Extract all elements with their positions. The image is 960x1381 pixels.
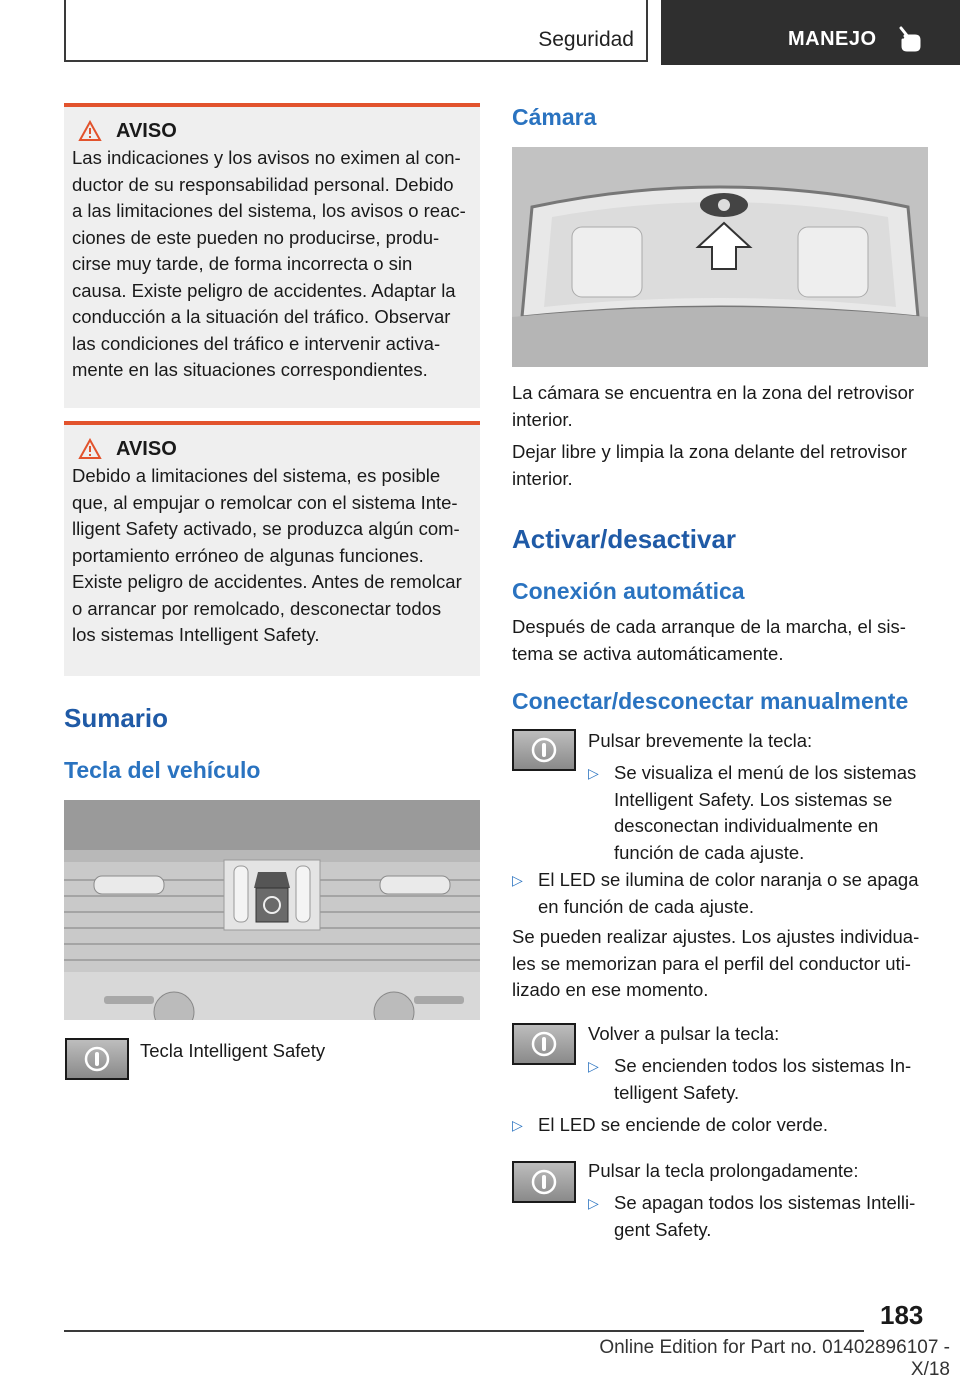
text-line: portamiento erróneo de algunas funciones. <box>72 544 424 566</box>
chapter-tab-label: MANEJO <box>788 28 877 50</box>
intelligent-safety-icon <box>530 1168 558 1196</box>
text-line: Las indicaciones y los avisos no eximen al con‐ <box>72 147 461 168</box>
text-line: tema se activa automáticamente. <box>512 642 784 664</box>
intelligent-safety-icon <box>530 1030 558 1058</box>
bullet-triangle-icon: ▷ <box>512 1117 523 1133</box>
intelligent-safety-button-image <box>512 1023 576 1065</box>
text-line: El LED se ilumina de color naranja o se apaga <box>538 869 919 890</box>
text-line: lizado en ese momento. <box>512 979 709 1000</box>
footer-edition: Online Edition for Part no. 01402896107 - X/18 <box>599 1337 950 1380</box>
text-line: Se encienden todos los sistemas In‐ <box>614 1055 912 1076</box>
text-line: telligent Safety. <box>614 1081 740 1103</box>
page-number: 183 <box>880 1300 924 1330</box>
button-caption: Tecla Intelligent Safety <box>140 1040 326 1061</box>
text-line: les se memorizan para el perfil del conductor uti‐ <box>512 952 911 974</box>
text-line: Se apagan todos los sistemas Intelli‐ <box>614 1192 916 1213</box>
led1-bullet <box>512 867 937 920</box>
text-line: lligent Safety activado, se produzca algún com‐ <box>72 518 460 539</box>
text-line: a las limitaciones del sistema, los avisos o reac‐ <box>72 200 466 221</box>
warning-header <box>78 117 177 145</box>
camera-text <box>512 380 932 492</box>
dashboard-illustration <box>64 800 480 1020</box>
text-line: causa. Existe peligro de accidentes. Adaptar la <box>72 279 456 301</box>
step1-bullet <box>588 760 933 866</box>
text-line: conducción a la situación del tráfico. Observar <box>72 306 451 327</box>
warning-text <box>72 463 474 649</box>
text-line: Debido a limitaciones del sistema, es posible <box>72 465 441 486</box>
warning-header <box>78 435 177 463</box>
auto-connect-text <box>512 614 932 667</box>
text-line: desconectan individualmente en <box>614 815 879 836</box>
text-line: función de cada ajuste. <box>614 841 805 863</box>
text-line: Dejar libre y limpia la zona delante del retrovisor <box>512 441 907 462</box>
camera-title: Cámara <box>512 104 597 130</box>
text-line: La cámara se encuentra en la zona del retrovisor <box>512 382 915 403</box>
intelligent-safety-icon <box>83 1045 111 1073</box>
text-line: cirse muy tarde, de forma incorrecta o sin <box>72 253 413 274</box>
text-line: Después de cada arranque de la marcha, el sis‐ <box>512 616 906 637</box>
dashboard-photo <box>64 800 480 1020</box>
steering-hand-icon <box>895 24 925 54</box>
manual-title: Conectar/desconectar manualmente <box>512 688 909 714</box>
text-line: mente en las situaciones correspondientes. <box>72 359 428 380</box>
step1-intro: Pulsar brevemente la tecla: <box>588 730 813 751</box>
bullet-text: El LED se enciende de color verde. <box>538 1114 829 1135</box>
intelligent-safety-button-image <box>512 729 576 771</box>
step2-bullet <box>588 1053 933 1106</box>
section-title-activar: Activar/desactivar <box>512 524 737 554</box>
bullet-triangle-icon: ▷ <box>588 765 599 781</box>
warning-title: AVISO <box>116 119 177 142</box>
led2-bullet <box>512 1112 937 1139</box>
step3-intro: Pulsar la tecla prolongadamente: <box>588 1160 859 1181</box>
subsection-title-tecla: Tecla del vehículo <box>64 757 261 783</box>
text-line: las condiciones del tráfico e intervenir activa‐ <box>72 332 441 354</box>
warning-title: AVISO <box>116 437 177 460</box>
section-title-sumario: Sumario <box>64 703 169 733</box>
footer-divider <box>64 1330 864 1332</box>
text-line: en función de cada ajuste. <box>538 895 754 917</box>
warning-triangle-icon <box>78 438 102 460</box>
text-line: interior. <box>512 467 573 489</box>
text-line: o arrancar por remolcado, desconectar todos <box>72 597 442 619</box>
text-line: Intelligent Safety. Los sistemas se <box>614 788 893 810</box>
text-line: los sistemas Intelligent Safety. <box>72 624 320 645</box>
text-line: Se visualiza el menú de los sistemas <box>614 762 917 783</box>
bullet-text <box>614 1190 915 1243</box>
step2-intro: Volver a pulsar la tecla: <box>588 1023 780 1044</box>
bullet-text <box>614 760 916 866</box>
warning-box-1 <box>64 103 480 408</box>
text-line: ciones de este pueden no producirse, produ‐ <box>72 226 440 248</box>
bullet-triangle-icon: ▷ <box>588 1058 599 1074</box>
intelligent-safety-button-image <box>65 1038 129 1080</box>
bullet-triangle-icon: ▷ <box>512 872 523 888</box>
text-line: gent Safety. <box>614 1218 712 1240</box>
warning-text <box>72 145 474 384</box>
warning-triangle-icon <box>78 120 102 142</box>
bullet-text <box>538 867 919 920</box>
text-line: interior. <box>512 408 573 430</box>
intelligent-safety-button-image <box>512 1161 576 1203</box>
text-line: que, al empujar o remolcar con el sistema Inte‐ <box>72 491 458 513</box>
bullet-text <box>614 1053 911 1106</box>
text-line: Se pueden realizar ajustes. Los ajustes individua‐ <box>512 926 920 947</box>
rear-window-illustration <box>512 147 928 367</box>
text-line: Existe peligro de accidentes. Antes de remolcar <box>72 571 462 592</box>
bullet-triangle-icon: ▷ <box>588 1195 599 1211</box>
text-line: ductor de su responsabilidad personal. Debido <box>72 173 454 195</box>
rear-window-photo <box>512 147 928 367</box>
auto-connect-title: Conexión automática <box>512 578 745 604</box>
settings-note <box>512 924 937 1004</box>
warning-box-2 <box>64 421 480 676</box>
intelligent-safety-icon <box>530 736 558 764</box>
step3-bullet <box>588 1190 933 1243</box>
chapter-tab[interactable] <box>661 0 960 65</box>
header-section-label: Seguridad <box>538 28 634 51</box>
